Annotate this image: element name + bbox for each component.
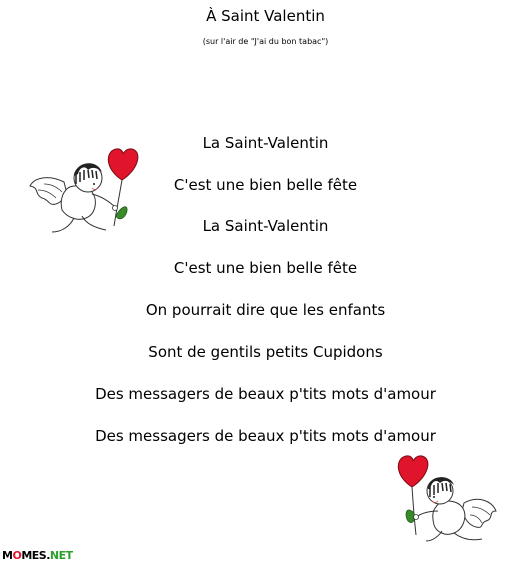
cupid-bottom-illustration (392, 455, 502, 545)
heart-icon (398, 456, 428, 487)
song-title: À Saint Valentin (206, 7, 325, 25)
logo-text: MOMES.NET (2, 549, 73, 562)
verse-line: C'est une bien belle fête (173, 176, 358, 194)
verse-line: Des messagers de beaux p'tits mots d'amour (95, 385, 436, 403)
momes-net-logo (2, 548, 73, 564)
verse-line: La Saint-Valentin (202, 217, 329, 235)
cupid-top-illustration (26, 144, 141, 239)
heart-icon (108, 149, 138, 180)
verse-line: La Saint-Valentin (202, 134, 329, 152)
verse-line: Des messagers de beaux p'tits mots d'amour (95, 427, 436, 445)
verse-line: C'est une bien belle fête (173, 259, 358, 277)
song-subtitle: (sur l'air de "J'ai du bon tabac") (202, 37, 329, 46)
verse-line: Sont de gentils petits Cupidons (148, 343, 383, 361)
verse-line: On pourrait dire que les enfants (145, 301, 386, 319)
